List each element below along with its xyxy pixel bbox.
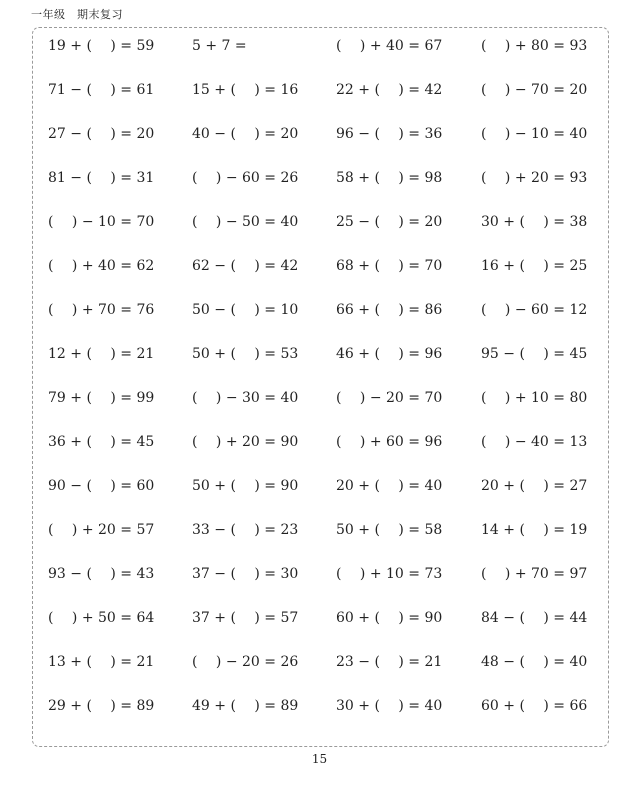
problem-row	[0, 80, 639, 100]
problem: 60 + ( ) = 90	[336, 610, 443, 626]
problem: 5 + 7 =	[192, 38, 247, 54]
problem: 22 + ( ) = 42	[336, 82, 443, 98]
problem: ( ) + 20 = 93	[481, 170, 588, 186]
problem: 40 − ( ) = 20	[192, 126, 299, 142]
problem: 20 + ( ) = 40	[336, 478, 443, 494]
problem: ( ) − 30 = 40	[192, 390, 299, 406]
problem: 29 + ( ) = 89	[48, 698, 155, 714]
page-number: 15	[311, 752, 328, 766]
problem: 30 + ( ) = 38	[481, 214, 588, 230]
problem: 96 − ( ) = 36	[336, 126, 443, 142]
problem: 66 + ( ) = 86	[336, 302, 443, 318]
problem: 50 + ( ) = 53	[192, 346, 299, 362]
problem-row	[0, 652, 639, 672]
problem: 50 + ( ) = 58	[336, 522, 443, 538]
problem: ( ) − 40 = 13	[481, 434, 588, 450]
problem: 16 + ( ) = 25	[481, 258, 588, 274]
problem: ( ) − 20 = 26	[192, 654, 299, 670]
problem: ( ) + 40 = 67	[336, 38, 443, 54]
problem-row	[0, 168, 639, 188]
problem: ( ) + 20 = 90	[192, 434, 299, 450]
problem: ( ) − 20 = 70	[336, 390, 443, 406]
problem: 48 − ( ) = 40	[481, 654, 588, 670]
problem-row	[0, 36, 639, 56]
problem: 20 + ( ) = 27	[481, 478, 588, 494]
problem: ( ) − 50 = 40	[192, 214, 299, 230]
problem: ( ) + 70 = 97	[481, 566, 588, 582]
problem: 50 − ( ) = 10	[192, 302, 299, 318]
problem: ( ) + 70 = 76	[48, 302, 155, 318]
problem: 23 − ( ) = 21	[336, 654, 443, 670]
problem: 95 − ( ) = 45	[481, 346, 588, 362]
problem-row	[0, 388, 639, 408]
problem: 81 − ( ) = 31	[48, 170, 155, 186]
problem: ( ) − 10 = 40	[481, 126, 588, 142]
problem: 15 + ( ) = 16	[192, 82, 299, 98]
problem: 50 + ( ) = 90	[192, 478, 299, 494]
problem: 12 + ( ) = 21	[48, 346, 155, 362]
problem: 71 − ( ) = 61	[48, 82, 155, 98]
problem: ( ) + 50 = 64	[48, 610, 155, 626]
problem: 37 − ( ) = 30	[192, 566, 299, 582]
problem: ( ) − 10 = 70	[48, 214, 155, 230]
problem: ( ) − 60 = 12	[481, 302, 588, 318]
problem: 27 − ( ) = 20	[48, 126, 155, 142]
problem: 36 + ( ) = 45	[48, 434, 155, 450]
problem: 93 − ( ) = 43	[48, 566, 155, 582]
problem: 25 − ( ) = 20	[336, 214, 443, 230]
problem: ( ) + 20 = 57	[48, 522, 155, 538]
problem-row	[0, 520, 639, 540]
problem: 30 + ( ) = 40	[336, 698, 443, 714]
problem: ( ) + 40 = 62	[48, 258, 155, 274]
problem: 46 + ( ) = 96	[336, 346, 443, 362]
problem: 84 − ( ) = 44	[481, 610, 588, 626]
problem: 58 + ( ) = 98	[336, 170, 443, 186]
problem-row	[0, 476, 639, 496]
problem: 14 + ( ) = 19	[481, 522, 588, 538]
problem: 37 + ( ) = 57	[192, 610, 299, 626]
problem-row	[0, 344, 639, 364]
problem: 49 + ( ) = 89	[192, 698, 299, 714]
problem: 19 + ( ) = 59	[48, 38, 155, 54]
problem: ( ) + 60 = 96	[336, 434, 443, 450]
problem-row	[0, 696, 639, 716]
problem: 62 − ( ) = 42	[192, 258, 299, 274]
problem-row	[0, 300, 639, 320]
problem-row	[0, 608, 639, 628]
problem: ( ) + 10 = 73	[336, 566, 443, 582]
problem-row	[0, 212, 639, 232]
problem: 13 + ( ) = 21	[48, 654, 155, 670]
worksheet-header: 一年级 期末复习	[31, 8, 123, 21]
problem: ( ) − 70 = 20	[481, 82, 588, 98]
problem-row	[0, 432, 639, 452]
problem: 60 + ( ) = 66	[481, 698, 588, 714]
problem: ( ) + 80 = 93	[481, 38, 588, 54]
problem: ( ) + 10 = 80	[481, 390, 588, 406]
problem-row	[0, 256, 639, 276]
problem: 68 + ( ) = 70	[336, 258, 443, 274]
problem: 90 − ( ) = 60	[48, 478, 155, 494]
problem: 33 − ( ) = 23	[192, 522, 299, 538]
problem: 79 + ( ) = 99	[48, 390, 155, 406]
problem-row	[0, 564, 639, 584]
problem-row	[0, 124, 639, 144]
problem: ( ) − 60 = 26	[192, 170, 299, 186]
